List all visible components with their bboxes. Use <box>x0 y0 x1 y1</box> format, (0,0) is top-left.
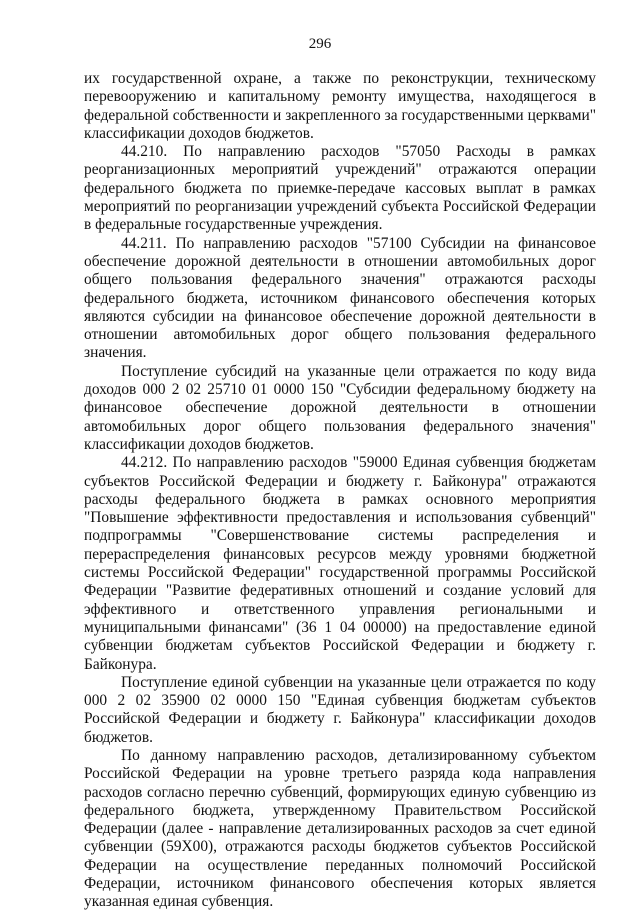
paragraph-44-211: 44.211. По направлению расходов "57100 Субсидии на финансовое обеспечение дорожной деятельности в отношении автомобильных дорог общего пользования федерального значения" отражаются расходы федерального бюджета, источником финансового обеспечения которых являются субсидии на финансовое обеспечение дорожной деятельности в отношении автомобильных дорог общего пользования федерального значения. <box>84 234 596 362</box>
paragraph-subsidy-receipt: Поступление субсидий на указанные цели отражается по коду вида доходов 000 2 02 25710 01 0000 150 "Субсидии федеральному бюджету на финансовое обеспечение дорожной деятельности в отношении автомобильных дорог общего пользования федерального значения" классификации доходов бюджетов. <box>84 362 596 453</box>
page-number: 296 <box>308 36 332 52</box>
document-body <box>84 70 596 912</box>
paragraph-detailed-expenses: По данному направлению расходов, детализированному субъектом Российской Федерации на уровне третьего разряда кода направления расходов согласно перечню субвенций, формирующих единую субвенцию из федерального бюджета, утвержденному Правительством Российской Федерации (далее - направление детализированных расходов за счет единой субвенции (59Х00), отражаются расходы бюджетов субъектов Российской Федерации на осуществление переданных полномочий Российской Федерации, источником финансового обеспечения которых является указанная единая субвенция. <box>84 746 596 911</box>
paragraph-44-212: 44.212. По направлению расходов "59000 Единая субвенция бюджетам субъектов Российской Федерации и бюджету г. Байконура" отражаются расходы федерального бюджета в рамках основного мероприятия "Повышение эффективности предоставления и использования субвенций" подпрограммы "Совершенствование системы распределения и перераспределения финансовых ресурсов между уровнями бюджетной системы Российской Федерации" государственной программы Российской Федерации "Развитие федеративных отношений и создание условий для эффективного и ответственного управления региональными и муниципальными финансами" (36 1 04 00000) на предоставление единой субвенции бюджетам субъектов Российской Федерации и бюджету г. Байконура. <box>84 454 596 673</box>
paragraph-continuation: их государственной охране, а также по реконструкции, техническому перевооружению и капитальному ремонту имущества, находящегося в федеральной собственности и закрепленного за государственными церквами" классификации доходов бюджетов. <box>84 70 596 142</box>
paragraph-44-210: 44.210. По направлению расходов "57050 Расходы в рамках реорганизационных мероприятий учреждений" отражаются операции федерального бюджета по приемке-передаче кассовых выплат в рамках мероприятий по реорганизации учреждений субъекта Российской Федерации в федеральные государственные учреждения. <box>84 143 596 234</box>
paragraph-subvention-receipt: Поступление единой субвенции на указанные цели отражается по коду 000 2 02 35900 02 0000 150 "Единая субвенция бюджетам субъектов Российской Федерации и бюджету г. Байконура" классификации доходов бюджетов. <box>84 673 596 746</box>
